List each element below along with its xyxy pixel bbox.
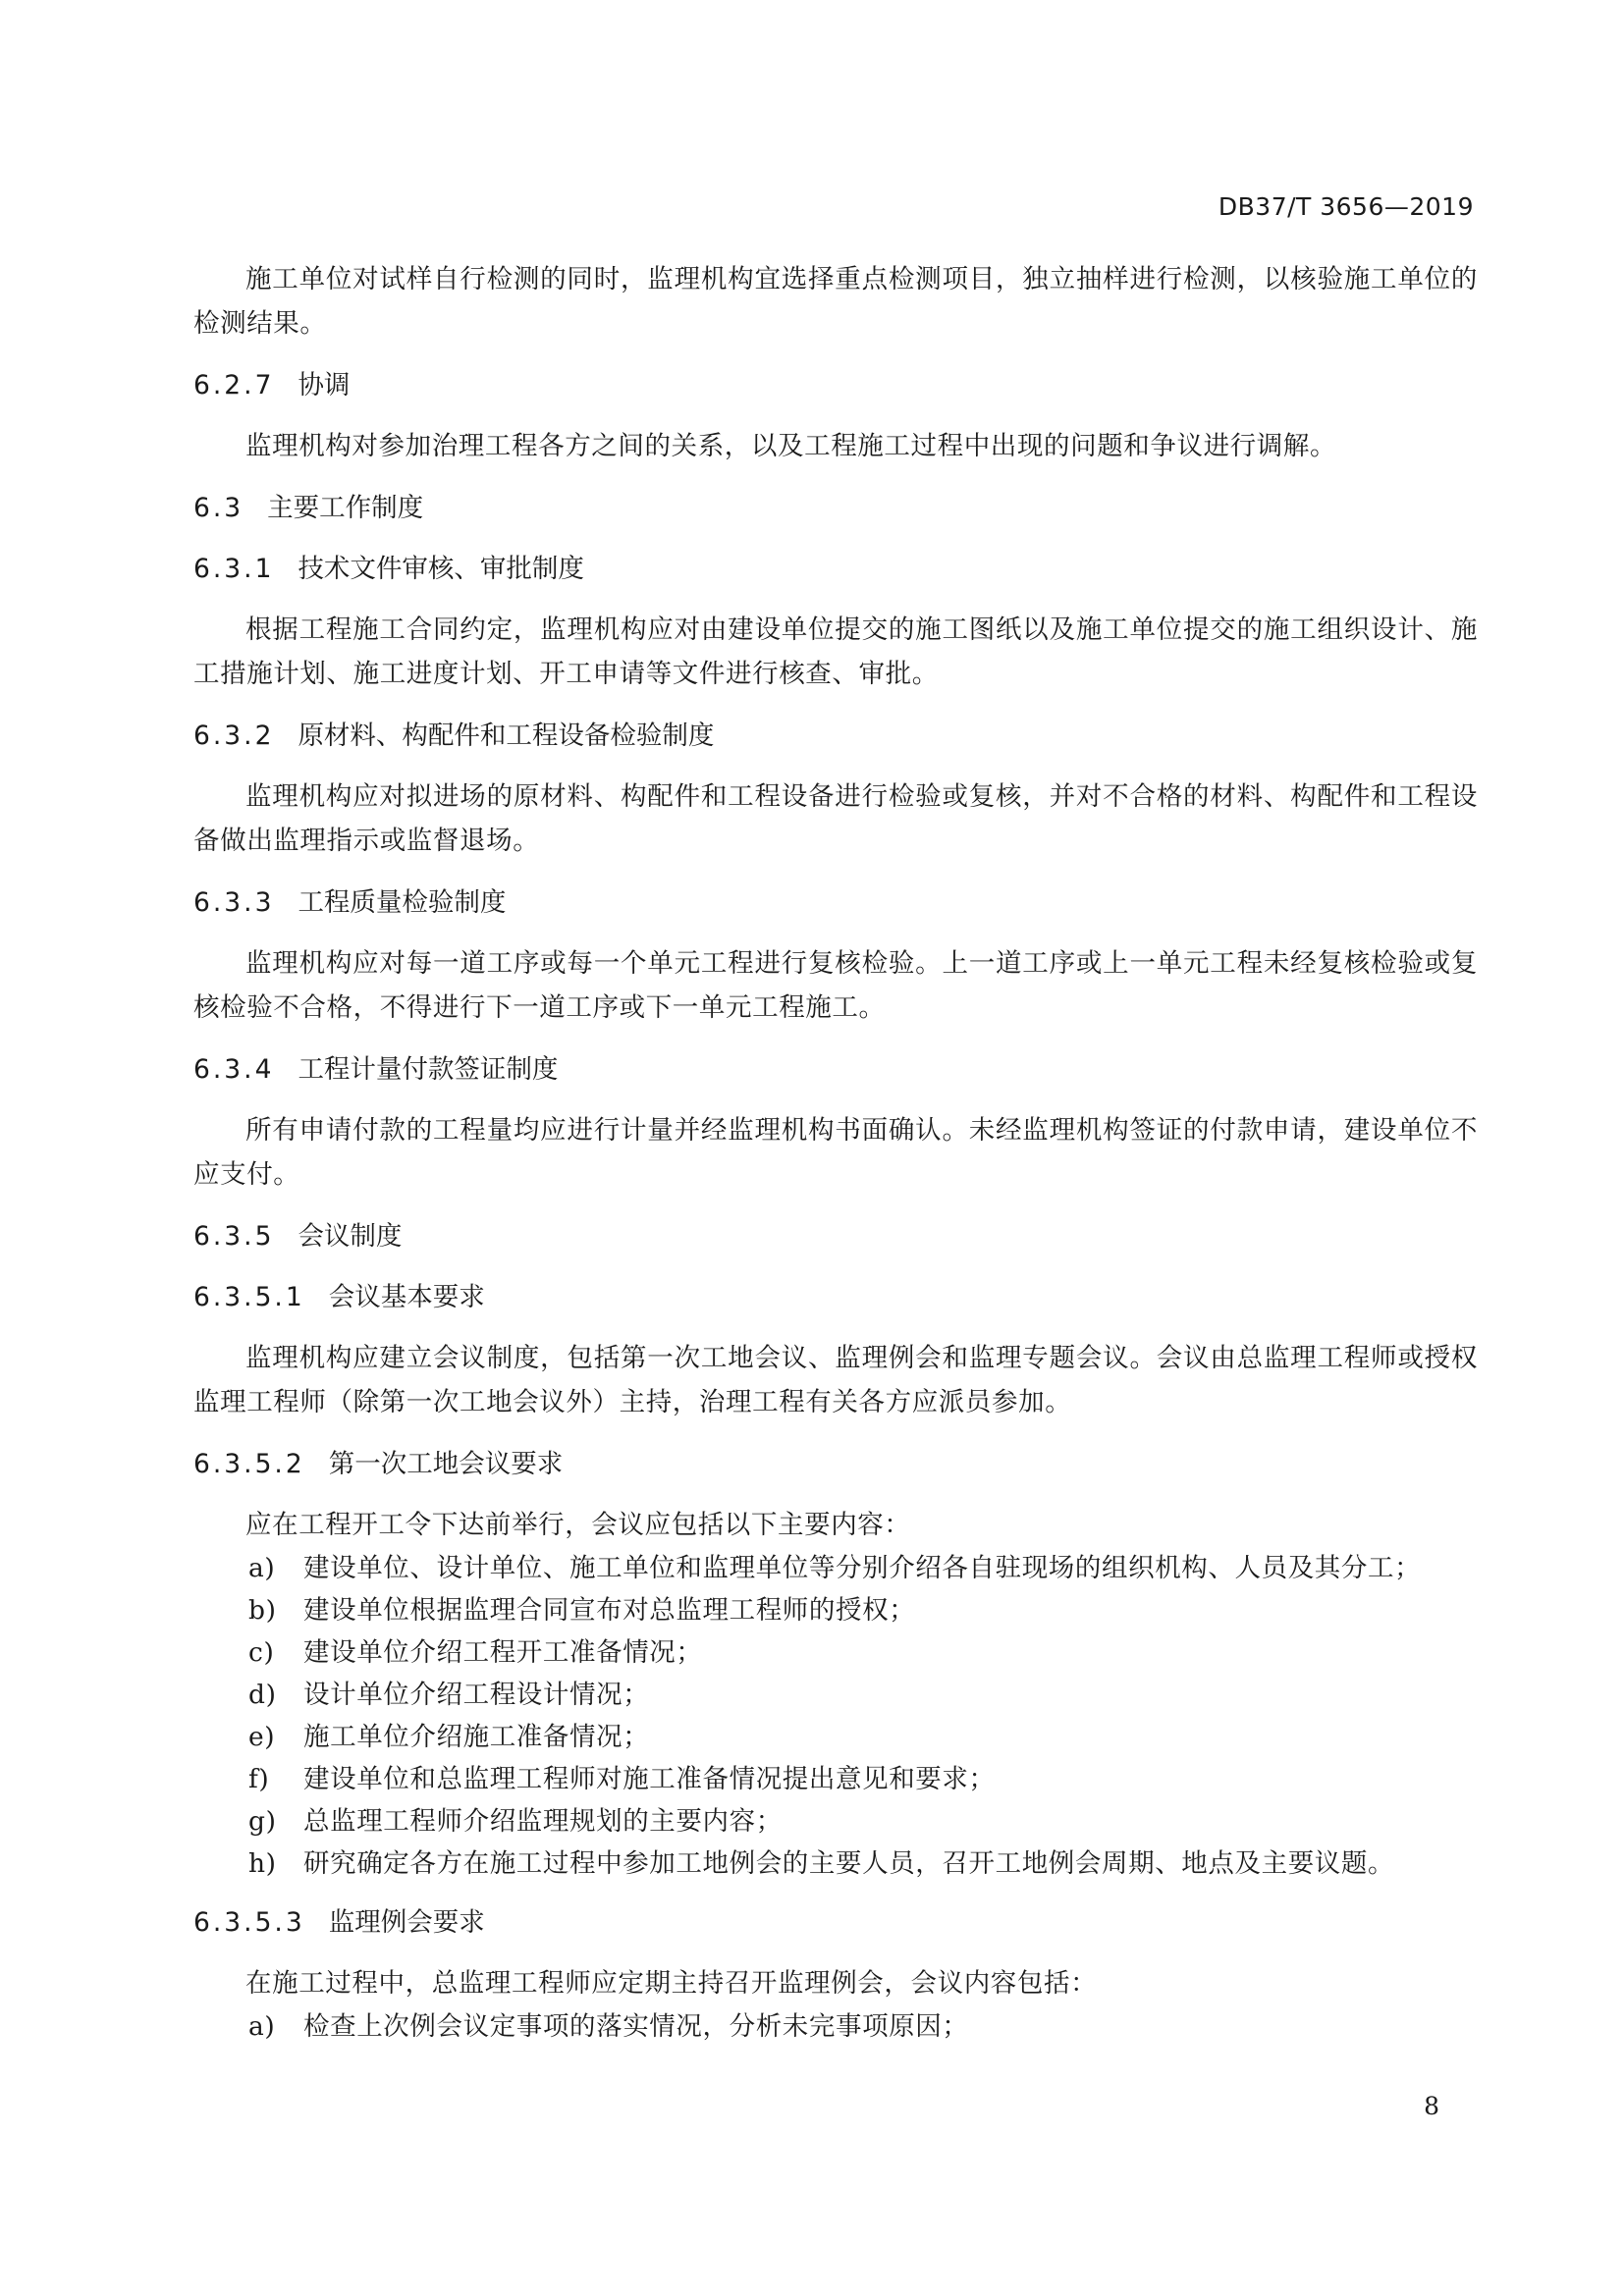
list-item-text: 建设单位和总监理工程师对施工准备情况提出意见和要求；: [303, 1764, 996, 1794]
page-content: [193, 257, 1478, 2063]
list-item: [193, 2005, 1478, 2048]
section-number: 6.3.3: [193, 887, 275, 918]
section-heading-6-3-5-3: [193, 1900, 1478, 1945]
paragraph-6-3-5-2: 应在工程开工令下达前举行，会议应包括以下主要内容：: [245, 1510, 911, 1540]
list-item-text: 设计单位介绍工程设计情况；: [303, 1680, 650, 1710]
section-title: 工程质量检验制度: [298, 887, 507, 918]
paragraph-6-3-4: 所有申请付款的工程量均应进行计量并经监理机构书面确认。未经监理机构签证的付款申请，建设单位不应支付。: [193, 1115, 1478, 1190]
section-number: 6.2.7: [193, 370, 275, 400]
list-item-text: 检查上次例会议定事项的落实情况，分析未完事项原因；: [303, 2011, 969, 2042]
paragraph-6-3-3: 监理机构应对每一道工序或每一个单元工程进行复核检验。上一道工序或上一单元工程未经复核检验或复核检验不合格，不得进行下一道工序或下一单元工程施工。: [193, 948, 1478, 1023]
section-heading-6-3-5-2: [193, 1442, 1478, 1486]
section-title: 工程计量付款签证制度: [298, 1054, 559, 1085]
list-marker: d): [248, 1680, 277, 1710]
section-number: 6.3.2: [193, 721, 275, 751]
section-number: 6.3.5: [193, 1221, 275, 1252]
paragraph-6-3-5-1: 监理机构应建立会议制度，包括第一次工地会议、监理例会和监理专题会议。会议由总监理工程师或授权监理工程师（除第一次工地会议外）主持，治理工程有关各方应派员参加。: [193, 1343, 1478, 1417]
list-item-text: 研究确定各方在施工过程中参加工地例会的主要人员，召开工地例会周期、地点及主要议题。: [303, 1848, 1395, 1879]
section-heading-6-2-7: [193, 363, 1478, 407]
page-number: 8: [1424, 2092, 1439, 2120]
list-item-text: 建设单位介绍工程开工准备情况；: [303, 1637, 703, 1668]
section-heading-6-3-5-1: [193, 1275, 1478, 1319]
section-title: 会议制度: [298, 1221, 403, 1252]
list-item: [193, 1674, 1478, 1716]
section-title: 主要工作制度: [267, 493, 424, 523]
section-heading-6-3-5: [193, 1214, 1478, 1258]
paragraph-6-3-1: 根据工程施工合同约定，监理机构应对由建设单位提交的施工图纸以及施工单位提交的施工组织设计、施工措施计划、施工进度计划、开工申请等文件进行核查、审批。: [193, 614, 1478, 689]
list-item: [193, 1716, 1478, 1758]
list-6-3-5-2: [193, 1547, 1478, 1885]
paragraph-6-3-5-3: 在施工过程中，总监理工程师应定期主持召开监理例会，会议内容包括：: [245, 1968, 1098, 1999]
list-marker: a): [248, 2011, 276, 2042]
section-number: 6.3.1: [193, 554, 275, 584]
section-number: 6.3.5.1: [193, 1282, 305, 1312]
list-item: [193, 1842, 1478, 1885]
paragraph-6-2-7: 监理机构对参加治理工程各方之间的关系，以及工程施工过程中出现的问题和争议进行调解。: [245, 431, 1337, 461]
list-item: [193, 1589, 1478, 1631]
section-title: 技术文件审核、审批制度: [298, 554, 584, 584]
section-heading-6-3: [193, 486, 1478, 530]
section-heading-6-3-2: [193, 714, 1478, 758]
list-item-text: 施工单位介绍施工准备情况；: [303, 1722, 650, 1752]
list-item: [193, 1800, 1478, 1842]
section-number: 6.3: [193, 493, 244, 523]
list-item-text: 建设单位、设计单位、施工单位和监理单位等分别介绍各自驻现场的组织机构、人员及其分工；: [303, 1553, 1422, 1583]
section-title: 监理例会要求: [328, 1907, 485, 1938]
section-number: 6.3.5.2: [193, 1449, 305, 1479]
section-heading-6-3-4: [193, 1047, 1478, 1092]
list-marker: f): [248, 1764, 270, 1794]
list-marker: h): [248, 1848, 277, 1879]
paragraph-intro: 施工单位对试样自行检测的同时，监理机构宜选择重点检测项目，独立抽样进行检测，以核验施工单位的检测结果。: [193, 264, 1478, 339]
section-number: 6.3.4: [193, 1054, 275, 1085]
list-marker: b): [248, 1595, 277, 1626]
list-item: [193, 1547, 1478, 1589]
section-title: 原材料、构配件和工程设备检验制度: [298, 721, 715, 751]
section-title: 协调: [298, 370, 351, 400]
section-title: 会议基本要求: [328, 1282, 485, 1312]
section-heading-6-3-3: [193, 881, 1478, 925]
section-number: 6.3.5.3: [193, 1907, 305, 1938]
section-title: 第一次工地会议要求: [328, 1449, 564, 1479]
list-marker: c): [248, 1637, 275, 1668]
list-6-3-5-3: [193, 2005, 1478, 2048]
list-marker: a): [248, 1553, 276, 1583]
standard-code: DB37/T 3656—2019: [1218, 192, 1474, 221]
list-marker: g): [248, 1806, 277, 1837]
list-marker: e): [248, 1722, 276, 1752]
list-item: [193, 1758, 1478, 1800]
list-item: [193, 1631, 1478, 1674]
paragraph-6-3-2: 监理机构应对拟进场的原材料、构配件和工程设备进行检验或复核，并对不合格的材料、构配件和工程设备做出监理指示或监督退场。: [193, 781, 1478, 856]
list-item-text: 建设单位根据监理合同宣布对总监理工程师的授权；: [303, 1595, 916, 1626]
list-item-text: 总监理工程师介绍监理规划的主要内容；: [303, 1806, 783, 1837]
section-heading-6-3-1: [193, 547, 1478, 591]
